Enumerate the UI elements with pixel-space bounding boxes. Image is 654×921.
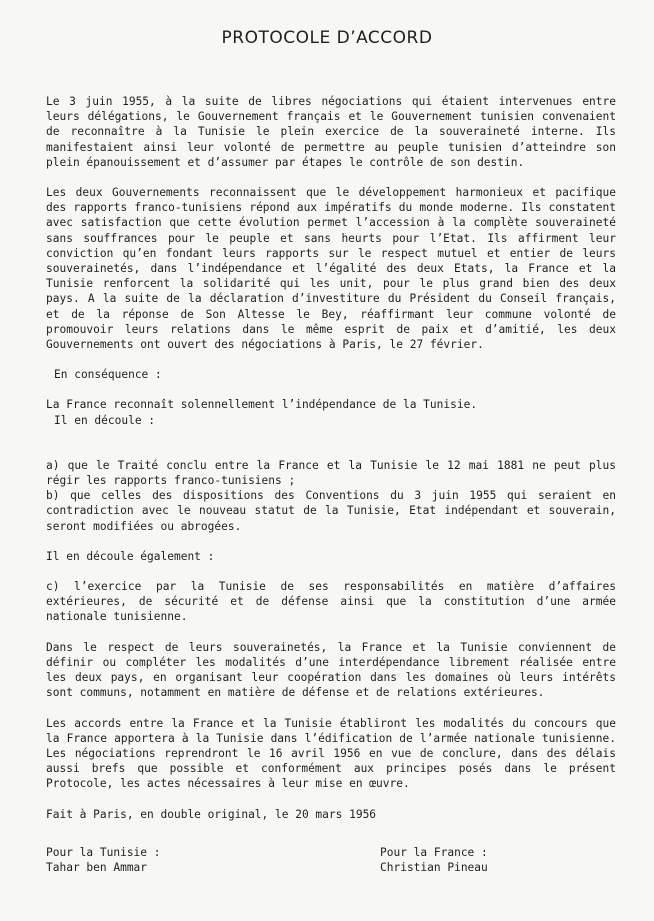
signature-tunisia-name: Tahar ben Ammar [46,861,148,875]
paragraph-intro: Le 3 juin 1955, à la suite de libres négociations qui étaient intervenues entre leurs délégations, le Gouvernement français et le Gouvernement tunisien convenaient de reconnaître à la Tunisie le plein exercice de la souveraineté interne. Ils manifestaient ainsi leur volonté de permettre au peuple tunisien d’atteindre son plein épanouissement et d’assumer par étapes le contrôle de son destin. [46,95,616,169]
paragraph-also-follows: Il en découle également : [46,549,215,563]
paragraph-independence [46,397,616,427]
paragraph-interdependence: Dans le respect de leurs souverainetés, la France et la Tunisie conviennent de définir ou compléter les modalités d’une interdépendance librement réalisée entre les deux pays, en organisant leur coopération dans les domaines où leurs intérêts sont communs, notamment en matière de défense et de relations extérieures. [46,640,616,700]
signature-france [380,845,488,875]
independence-statement: La France reconnaît solennellement l’indépendance de la Tunisie. [46,398,478,412]
clause-c: c) l’exercice par la Tunisie de ses responsabilités en matière d’affaires extérieures, de sécurité et de défense ainsi que la constitution d’une armée nationale tunisienne. [46,580,616,624]
paragraph-consequence: En conséquence : [54,368,162,382]
clause-a: a) que le Traité conclu entre la France et la Tunisie le 12 mai 1881 ne peut plus régir les rapports franco-tunisiens ; [46,458,616,488]
signature-france-name: Christian Pineau [380,861,488,875]
document-body [46,94,616,822]
signature-tunisia-label: Pour la Tunisie : [46,846,161,859]
document-title: PROTOCOLE D’ACCORD [221,28,433,48]
paragraph-relations: Les deux Gouvernements reconnaissent que le développement harmonieux et pacifique des rapports franco-tunisiens répond aux impératifs du monde moderne. Ils constatent avec satisfaction que cette évolution permet l’accession à la complète souveraineté sans souffrances pour le peuple et sans heurts pour l’Etat. Ils affirment leur conviction qu’en fondant leurs rapports sur le respect mutuel et entier de leurs souverainetés, dans l’indépendance et l’égalité des deux Etats, la France et la Tunisie renforcent la solidarité qui les unit, pour le plus grand bien des deux pays. A la suite de la déclaration d’investiture du Président du Conseil français, et de la réponse de Son Altesse le Bey, réaffirmant leur commune volonté de promouvoir leurs relations dans le même esprit de paix et d’amitié, les deux Gouvernements ont ouvert des négociations à Paris, le 27 février. [46,186,616,352]
clauses-list [46,458,616,534]
signature-tunisia [46,845,161,875]
paragraph-signed-at: Fait à Paris, en double original, le 20 mars 1956 [46,807,377,821]
signature-france-label: Pour la France : [380,846,488,859]
paragraph-negotiations: Les accords entre la France et la Tunisie établiront les modalités du concours que la France apportera à la Tunisie dans l’édification de l’armée nationale tunisienne. Les négociations reprendront le 16 avril 1956 en vue de conclure, dans des délais aussi brefs que possible et conformément aux principes posés dans le présent Protocole, les actes nécessaires à leur mise en œuvre. [46,716,616,791]
it-follows-label: Il en découle : [54,413,156,427]
clause-b: b) que celles des dispositions des Conventions du 3 juin 1955 qui seraient en contradiction avec le nouveau statut de la Tunisie, Etat indépendant et souverain, seront modifiées ou abrogées. [46,489,616,533]
